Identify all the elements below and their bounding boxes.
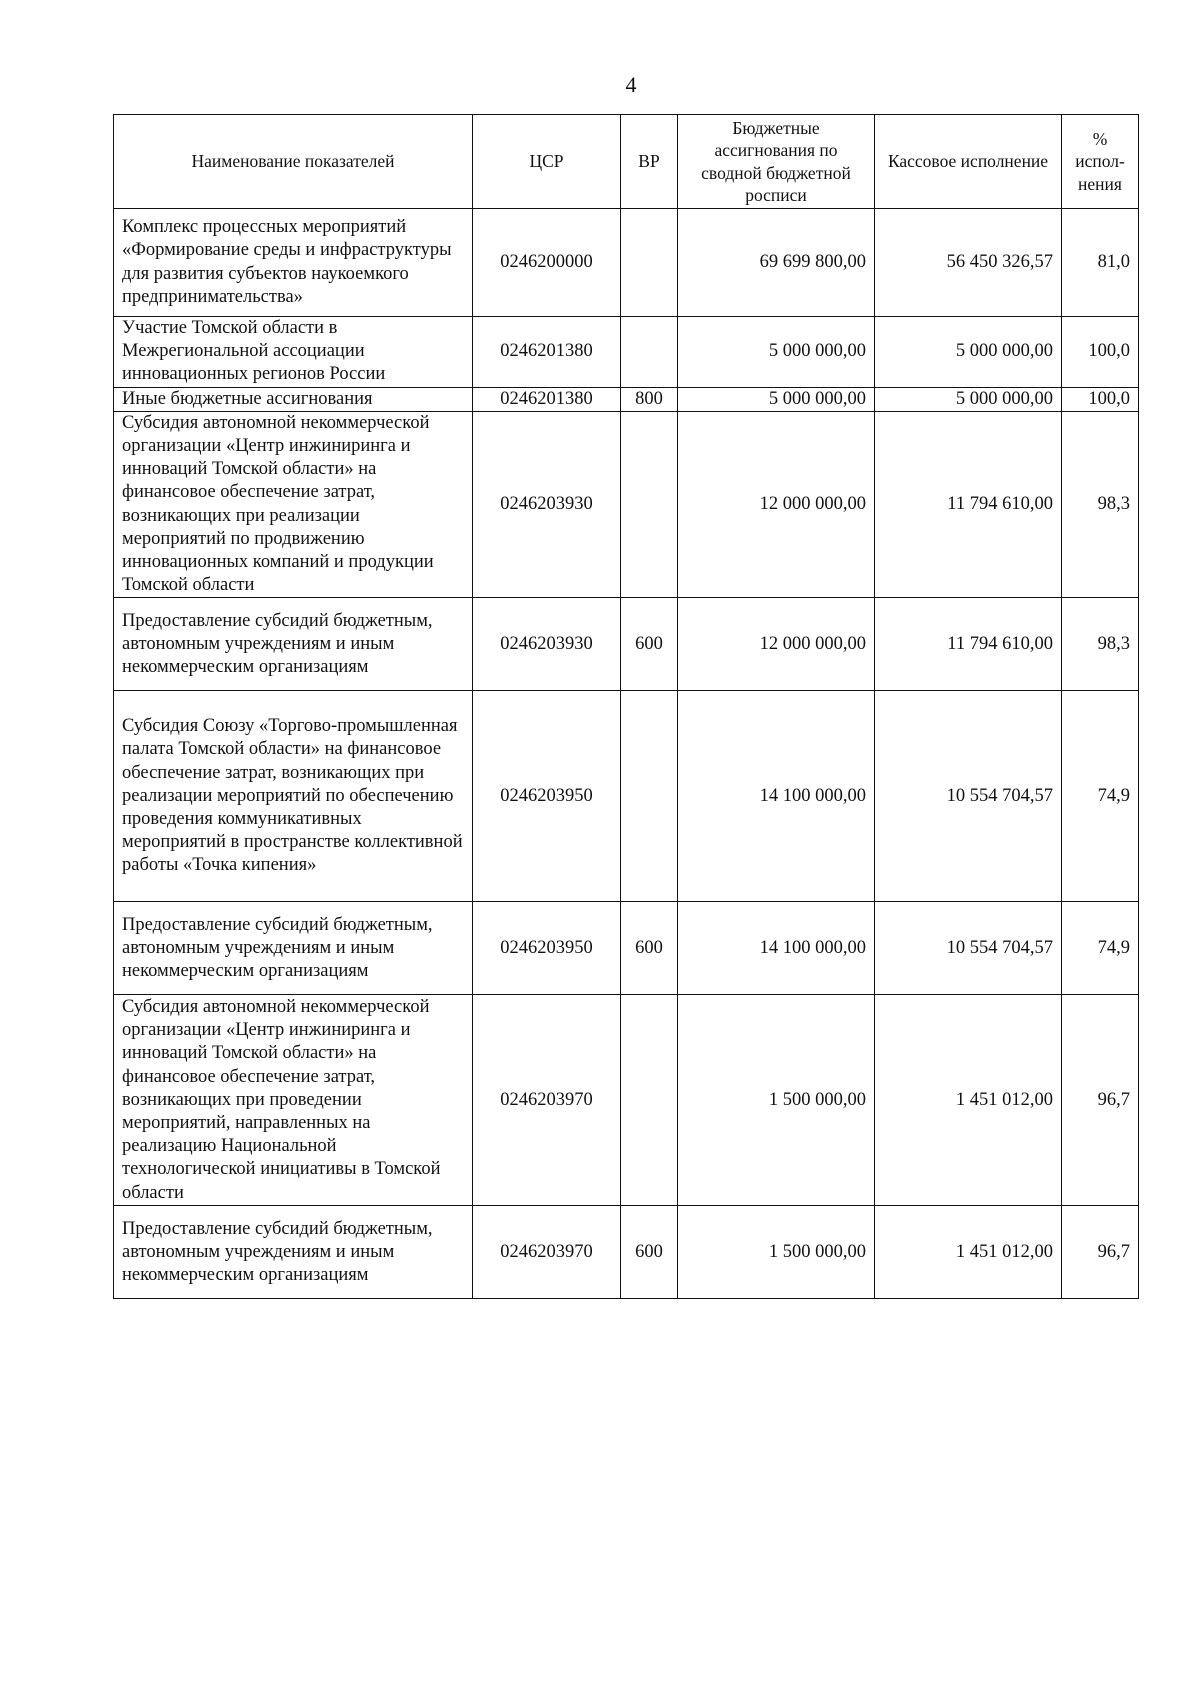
row-csr: 0246203970 [473, 1206, 621, 1299]
row-name: Субсидия Союзу «Торгово-промышленная палата Томской области» на финансовое обеспечение затрат, возникающих при реализации мероприятий по обеспечению проведения коммуникативных мероприятий в пространстве коллективной работы «Точка кипения» [114, 691, 473, 902]
page-number: 4 [625, 72, 637, 97]
table-row [114, 902, 1139, 995]
row-plan: 14 100 000,00 [678, 691, 875, 902]
row-plan: 1 500 000,00 [678, 995, 875, 1206]
row-vr: 800 [621, 387, 678, 411]
row-plan: 1 500 000,00 [678, 1206, 875, 1299]
table-row [114, 1206, 1139, 1299]
row-csr: 0246203930 [473, 411, 621, 598]
row-vr [621, 209, 678, 317]
row-exec: 1 451 012,00 [875, 1206, 1062, 1299]
row-vr [621, 995, 678, 1206]
row-csr: 0246203970 [473, 995, 621, 1206]
header-csr: ЦСР [473, 115, 621, 209]
row-csr: 0246203930 [473, 598, 621, 691]
row-name: Комплекс процессных мероприятий «Формирование среды и инфраструктуры для развития субъектов наукоемкого предпринимательства» [114, 209, 473, 317]
row-name: Субсидия автономной некоммерческой организации «Центр инжиниринга и инноваций Томской области» на финансовое обеспечение затрат, возникающих при реализации мероприятий по продвижению инновационных компаний и продукции Томской области [114, 411, 473, 598]
row-vr: 600 [621, 902, 678, 995]
row-plan: 5 000 000,00 [678, 387, 875, 411]
table-row [114, 411, 1139, 598]
table-row [114, 691, 1139, 902]
row-exec: 11 794 610,00 [875, 411, 1062, 598]
row-name: Иные бюджетные ассигнования [114, 387, 473, 411]
header-vr: ВР [621, 115, 678, 209]
row-pct: 100,0 [1062, 387, 1139, 411]
row-pct: 74,9 [1062, 902, 1139, 995]
row-pct: 96,7 [1062, 1206, 1139, 1299]
row-exec: 5 000 000,00 [875, 317, 1062, 388]
row-csr: 0246200000 [473, 209, 621, 317]
row-exec: 5 000 000,00 [875, 387, 1062, 411]
table-row [114, 598, 1139, 691]
row-pct: 98,3 [1062, 411, 1139, 598]
table-row [114, 995, 1139, 1206]
table-row [114, 317, 1139, 388]
table-header-row [114, 115, 1139, 209]
row-vr [621, 411, 678, 598]
row-name: Субсидия автономной некоммерческой организации «Центр инжиниринга и инноваций Томской области» на финансовое обеспечение затрат, возникающих при проведении мероприятий, направленных на реализацию Национальной технологической инициативы в Томской области [114, 995, 473, 1206]
row-pct: 100,0 [1062, 317, 1139, 388]
row-csr: 0246203950 [473, 691, 621, 902]
row-plan: 14 100 000,00 [678, 902, 875, 995]
row-vr: 600 [621, 598, 678, 691]
header-plan: Бюджетные ассигнования по сводной бюджетной росписи [678, 115, 875, 209]
row-name: Предоставление субсидий бюджетным, автономным учреждениям и иным некоммерческим организациям [114, 902, 473, 995]
row-exec: 11 794 610,00 [875, 598, 1062, 691]
row-exec: 10 554 704,57 [875, 691, 1062, 902]
row-pct: 96,7 [1062, 995, 1139, 1206]
header-pct: % испол-нения [1062, 115, 1139, 209]
row-pct: 81,0 [1062, 209, 1139, 317]
row-vr [621, 317, 678, 388]
table-row [114, 209, 1139, 317]
row-plan: 12 000 000,00 [678, 411, 875, 598]
row-vr: 600 [621, 1206, 678, 1299]
row-csr: 0246201380 [473, 387, 621, 411]
row-plan: 69 699 800,00 [678, 209, 875, 317]
row-exec: 56 450 326,57 [875, 209, 1062, 317]
budget-execution-table [113, 114, 1139, 1299]
row-csr: 0246203950 [473, 902, 621, 995]
header-name: Наименование показателей [114, 115, 473, 209]
row-name: Предоставление субсидий бюджетным, автономным учреждениям и иным некоммерческим организациям [114, 598, 473, 691]
row-plan: 5 000 000,00 [678, 317, 875, 388]
row-exec: 1 451 012,00 [875, 995, 1062, 1206]
row-vr [621, 691, 678, 902]
row-exec: 10 554 704,57 [875, 902, 1062, 995]
row-name: Участие Томской области в Межрегиональной ассоциации инновационных регионов России [114, 317, 473, 388]
row-csr: 0246201380 [473, 317, 621, 388]
table-row [114, 387, 1139, 411]
row-plan: 12 000 000,00 [678, 598, 875, 691]
header-exec: Кассовое исполнение [875, 115, 1062, 209]
row-pct: 74,9 [1062, 691, 1139, 902]
row-pct: 98,3 [1062, 598, 1139, 691]
row-name: Предоставление субсидий бюджетным, автономным учреждениям и иным некоммерческим организациям [114, 1206, 473, 1299]
